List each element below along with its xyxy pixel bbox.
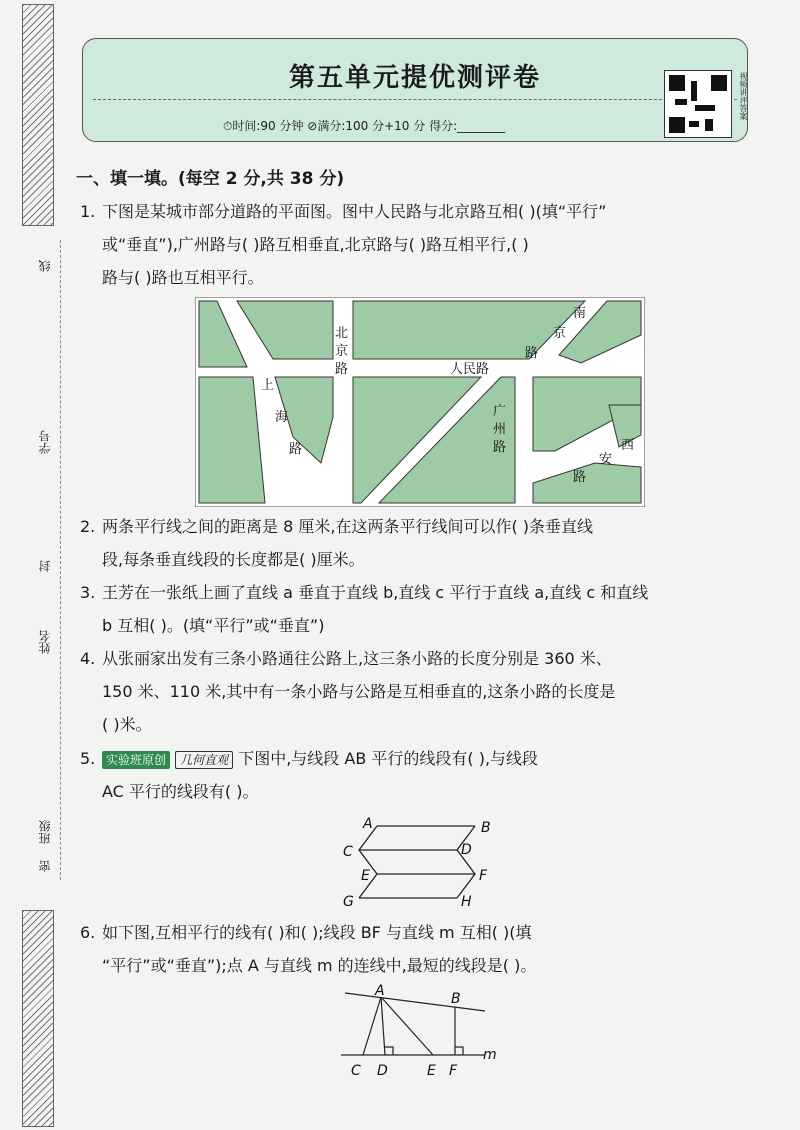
exam-header bbox=[82, 38, 748, 142]
question-1 bbox=[80, 195, 770, 294]
point-label-c: C bbox=[351, 1063, 361, 1079]
question-text: 王芳在一张纸上画了直线 a 垂直于直线 b,直线 c 平行于直线 a,直线 c 和直线 bbox=[102, 583, 649, 602]
question-text: 150 米、110 米,其中有一条小路与公路是互相垂直的,这条小路的长度是 bbox=[102, 682, 616, 701]
road-label-beijing: 京 bbox=[335, 344, 349, 359]
question-text: b 互相( )。(填“平行”或“垂直”) bbox=[102, 616, 325, 635]
binding-label-secret: 密 bbox=[38, 860, 52, 872]
binding-label-seal: 封 bbox=[38, 560, 52, 572]
question-text: 从张丽家出发有三条小路通往公路上,这三条小路的长度分别是 360 米、 bbox=[102, 649, 612, 668]
name-label: 姓名 bbox=[38, 630, 52, 654]
road-label-nanjing: 路 bbox=[525, 346, 539, 361]
point-label-a: A bbox=[363, 816, 373, 832]
point-label-g: G bbox=[343, 894, 354, 910]
question-number: 3. bbox=[80, 583, 96, 602]
road-label-beijing: 北 bbox=[335, 326, 349, 341]
road-label-xian: 路 bbox=[573, 470, 587, 485]
question-2 bbox=[80, 510, 770, 576]
road-label-shanghai: 上 bbox=[261, 378, 275, 393]
road-label-guangzhou: 广 bbox=[493, 404, 507, 419]
road-map-figure bbox=[195, 297, 645, 507]
geometry-badge: 几何直观 bbox=[175, 751, 233, 769]
point-label-h: H bbox=[461, 894, 472, 910]
question-number: 5. bbox=[80, 749, 96, 768]
point-label-e: E bbox=[361, 868, 370, 884]
question-4 bbox=[80, 642, 770, 741]
point-label-d: D bbox=[461, 842, 472, 858]
question-text: AC 平行的线段有( )。 bbox=[102, 782, 259, 801]
point-label-d: D bbox=[377, 1063, 388, 1079]
road-label-renmin: 人民路 bbox=[450, 362, 490, 377]
question-text: 或“垂直”),广州路与( )路互相垂直,北京路与( )路互相平行,( ) bbox=[102, 235, 529, 254]
question-text: ( )米。 bbox=[102, 715, 152, 734]
student-number-label: 学号 bbox=[38, 430, 52, 454]
question-text: 下图是某城市部分道路的平面图。图中人民路与北京路互相( )(填“平行” bbox=[102, 202, 607, 221]
point-label-b: B bbox=[481, 820, 491, 836]
question-text: 两条平行线之间的距离是 8 厘米,在这两条平行线间可以作( )条垂直线 bbox=[102, 517, 594, 536]
binding-label-line: 线 bbox=[38, 260, 52, 272]
binding-hatch-bottom bbox=[22, 910, 54, 1127]
road-label-guangzhou: 州 bbox=[493, 422, 507, 437]
page-title: 第五单元提优测评卷 bbox=[288, 63, 541, 93]
parallel-segments-figure bbox=[335, 812, 505, 912]
point-label-c: C bbox=[343, 844, 353, 860]
exam-meta: ⏱时间:90 分钟 ⊘满分:100 分+10 分 得分:________ bbox=[223, 119, 506, 133]
road-label-xian: 安 bbox=[599, 452, 613, 467]
question-number: 2. bbox=[80, 517, 96, 536]
perpendicular-figure bbox=[335, 983, 510, 1083]
section-heading: 一、填一填。(每空 2 分,共 38 分) bbox=[76, 169, 345, 189]
road-label-xian: 西 bbox=[621, 438, 635, 453]
point-label-a: A bbox=[375, 983, 385, 999]
question-number: 6. bbox=[80, 923, 96, 942]
point-label-e: E bbox=[427, 1063, 436, 1079]
question-5 bbox=[80, 742, 770, 808]
question-number: 1. bbox=[80, 202, 96, 221]
original-badge: 实验班原创 bbox=[102, 751, 170, 769]
point-label-f: F bbox=[449, 1063, 458, 1079]
question-3 bbox=[80, 576, 770, 642]
binding-hatch-top bbox=[22, 4, 54, 226]
road-label-nanjing: 京 bbox=[553, 326, 567, 341]
qr-code-icon[interactable] bbox=[664, 70, 732, 138]
question-text: 路与( )路也互相平行。 bbox=[102, 268, 264, 287]
road-label-shanghai: 路 bbox=[289, 442, 303, 457]
road-label-guangzhou: 路 bbox=[493, 440, 507, 455]
header-divider bbox=[93, 99, 737, 100]
line-label-m: m bbox=[483, 1047, 497, 1063]
point-label-f: F bbox=[479, 868, 488, 884]
road-label-beijing: 路 bbox=[335, 362, 349, 377]
binding-dashed-line bbox=[60, 240, 61, 880]
qr-caption: 视频讲评答案 bbox=[739, 72, 748, 120]
road-label-shanghai: 海 bbox=[275, 410, 289, 425]
question-text: 下图中,与线段 AB 平行的线段有( ),与线段 bbox=[238, 749, 539, 768]
question-text: 如下图,互相平行的线有( )和( );线段 BF 与直线 m 互相( )(填 bbox=[102, 923, 532, 942]
road-label-nanjing: 南 bbox=[573, 306, 587, 321]
class-label: 班级 bbox=[38, 820, 52, 844]
question-number: 4. bbox=[80, 649, 96, 668]
question-text: “平行”或“垂直”);点 A 与直线 m 的连线中,最短的线段是( )。 bbox=[102, 956, 537, 975]
question-6 bbox=[80, 916, 770, 982]
question-text: 段,每条垂直线段的长度都是( )厘米。 bbox=[102, 550, 365, 569]
point-label-b: B bbox=[451, 991, 461, 1007]
binding-margin bbox=[20, 240, 60, 880]
